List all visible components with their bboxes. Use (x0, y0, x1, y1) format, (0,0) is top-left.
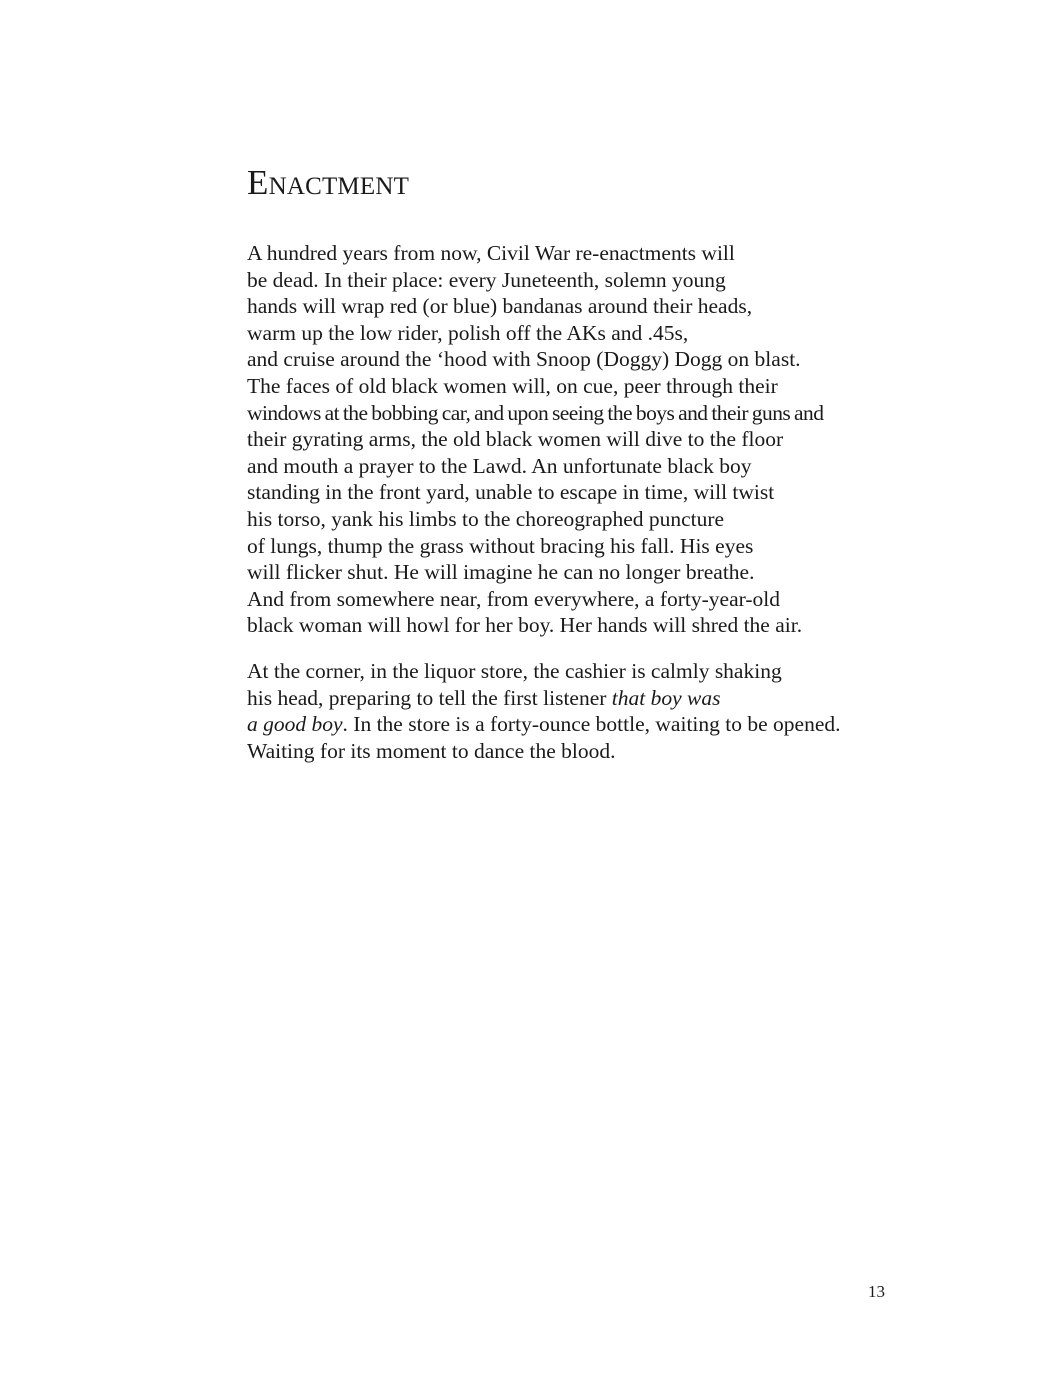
line-text: . In the store is a forty-ounce bottle, waiting to be opened. (342, 712, 841, 737)
poem-line: warm up the low rider, polish off the AKs and .45s, (247, 320, 689, 345)
poem-title: Enactment (247, 163, 410, 202)
poem-line: will flicker shut. He will imagine he can no longer breathe. (247, 560, 755, 585)
page-number: 13 (868, 1282, 885, 1301)
poem-line: And from somewhere near, from everywhere, a forty-year-old (247, 586, 780, 611)
italic-quote: a good boy (247, 712, 343, 737)
line-text: his head, preparing to tell the first listener (247, 685, 612, 710)
poem-line: his torso, yank his limbs to the choreographed puncture (247, 506, 725, 531)
poem-line: hands will wrap red (or blue) bandanas around their heads, (247, 294, 753, 319)
poem-line: windows at the bobbing car, and upon seeing the boys and their guns and (247, 400, 824, 425)
poem-line: A hundred years from now, Civil War re-enactments will (247, 241, 735, 265)
poem-line: black woman will howl for her boy. Her hands will shred the air. (247, 613, 803, 638)
poem-line: and mouth a prayer to the Lawd. An unfortunate black boy (247, 453, 752, 478)
poem-line: their gyrating arms, the old black women will dive to the floor (247, 427, 784, 452)
poem-line: At the corner, in the liquor store, the cashier is calmly shaking (247, 659, 782, 683)
poem-line (247, 685, 841, 712)
poem-line: of lungs, thump the grass without bracing his fall. His eyes (247, 533, 754, 558)
poem-line: and cruise around the ‘hood with Snoop (Doggy) Dogg on blast. (247, 347, 801, 372)
poem-line (247, 711, 841, 738)
stanza-1 (247, 240, 823, 639)
poem-line: be dead. In their place: every Juneteenth, solemn young (247, 267, 726, 292)
stanza-2 (247, 658, 841, 764)
poem-line: Waiting for its moment to dance the blood. (247, 738, 616, 763)
italic-quote: that boy was (611, 685, 721, 710)
poem-line: The faces of old black women will, on cue, peer through their (247, 373, 778, 398)
poem-line: standing in the front yard, unable to escape in time, will twist (247, 480, 775, 505)
